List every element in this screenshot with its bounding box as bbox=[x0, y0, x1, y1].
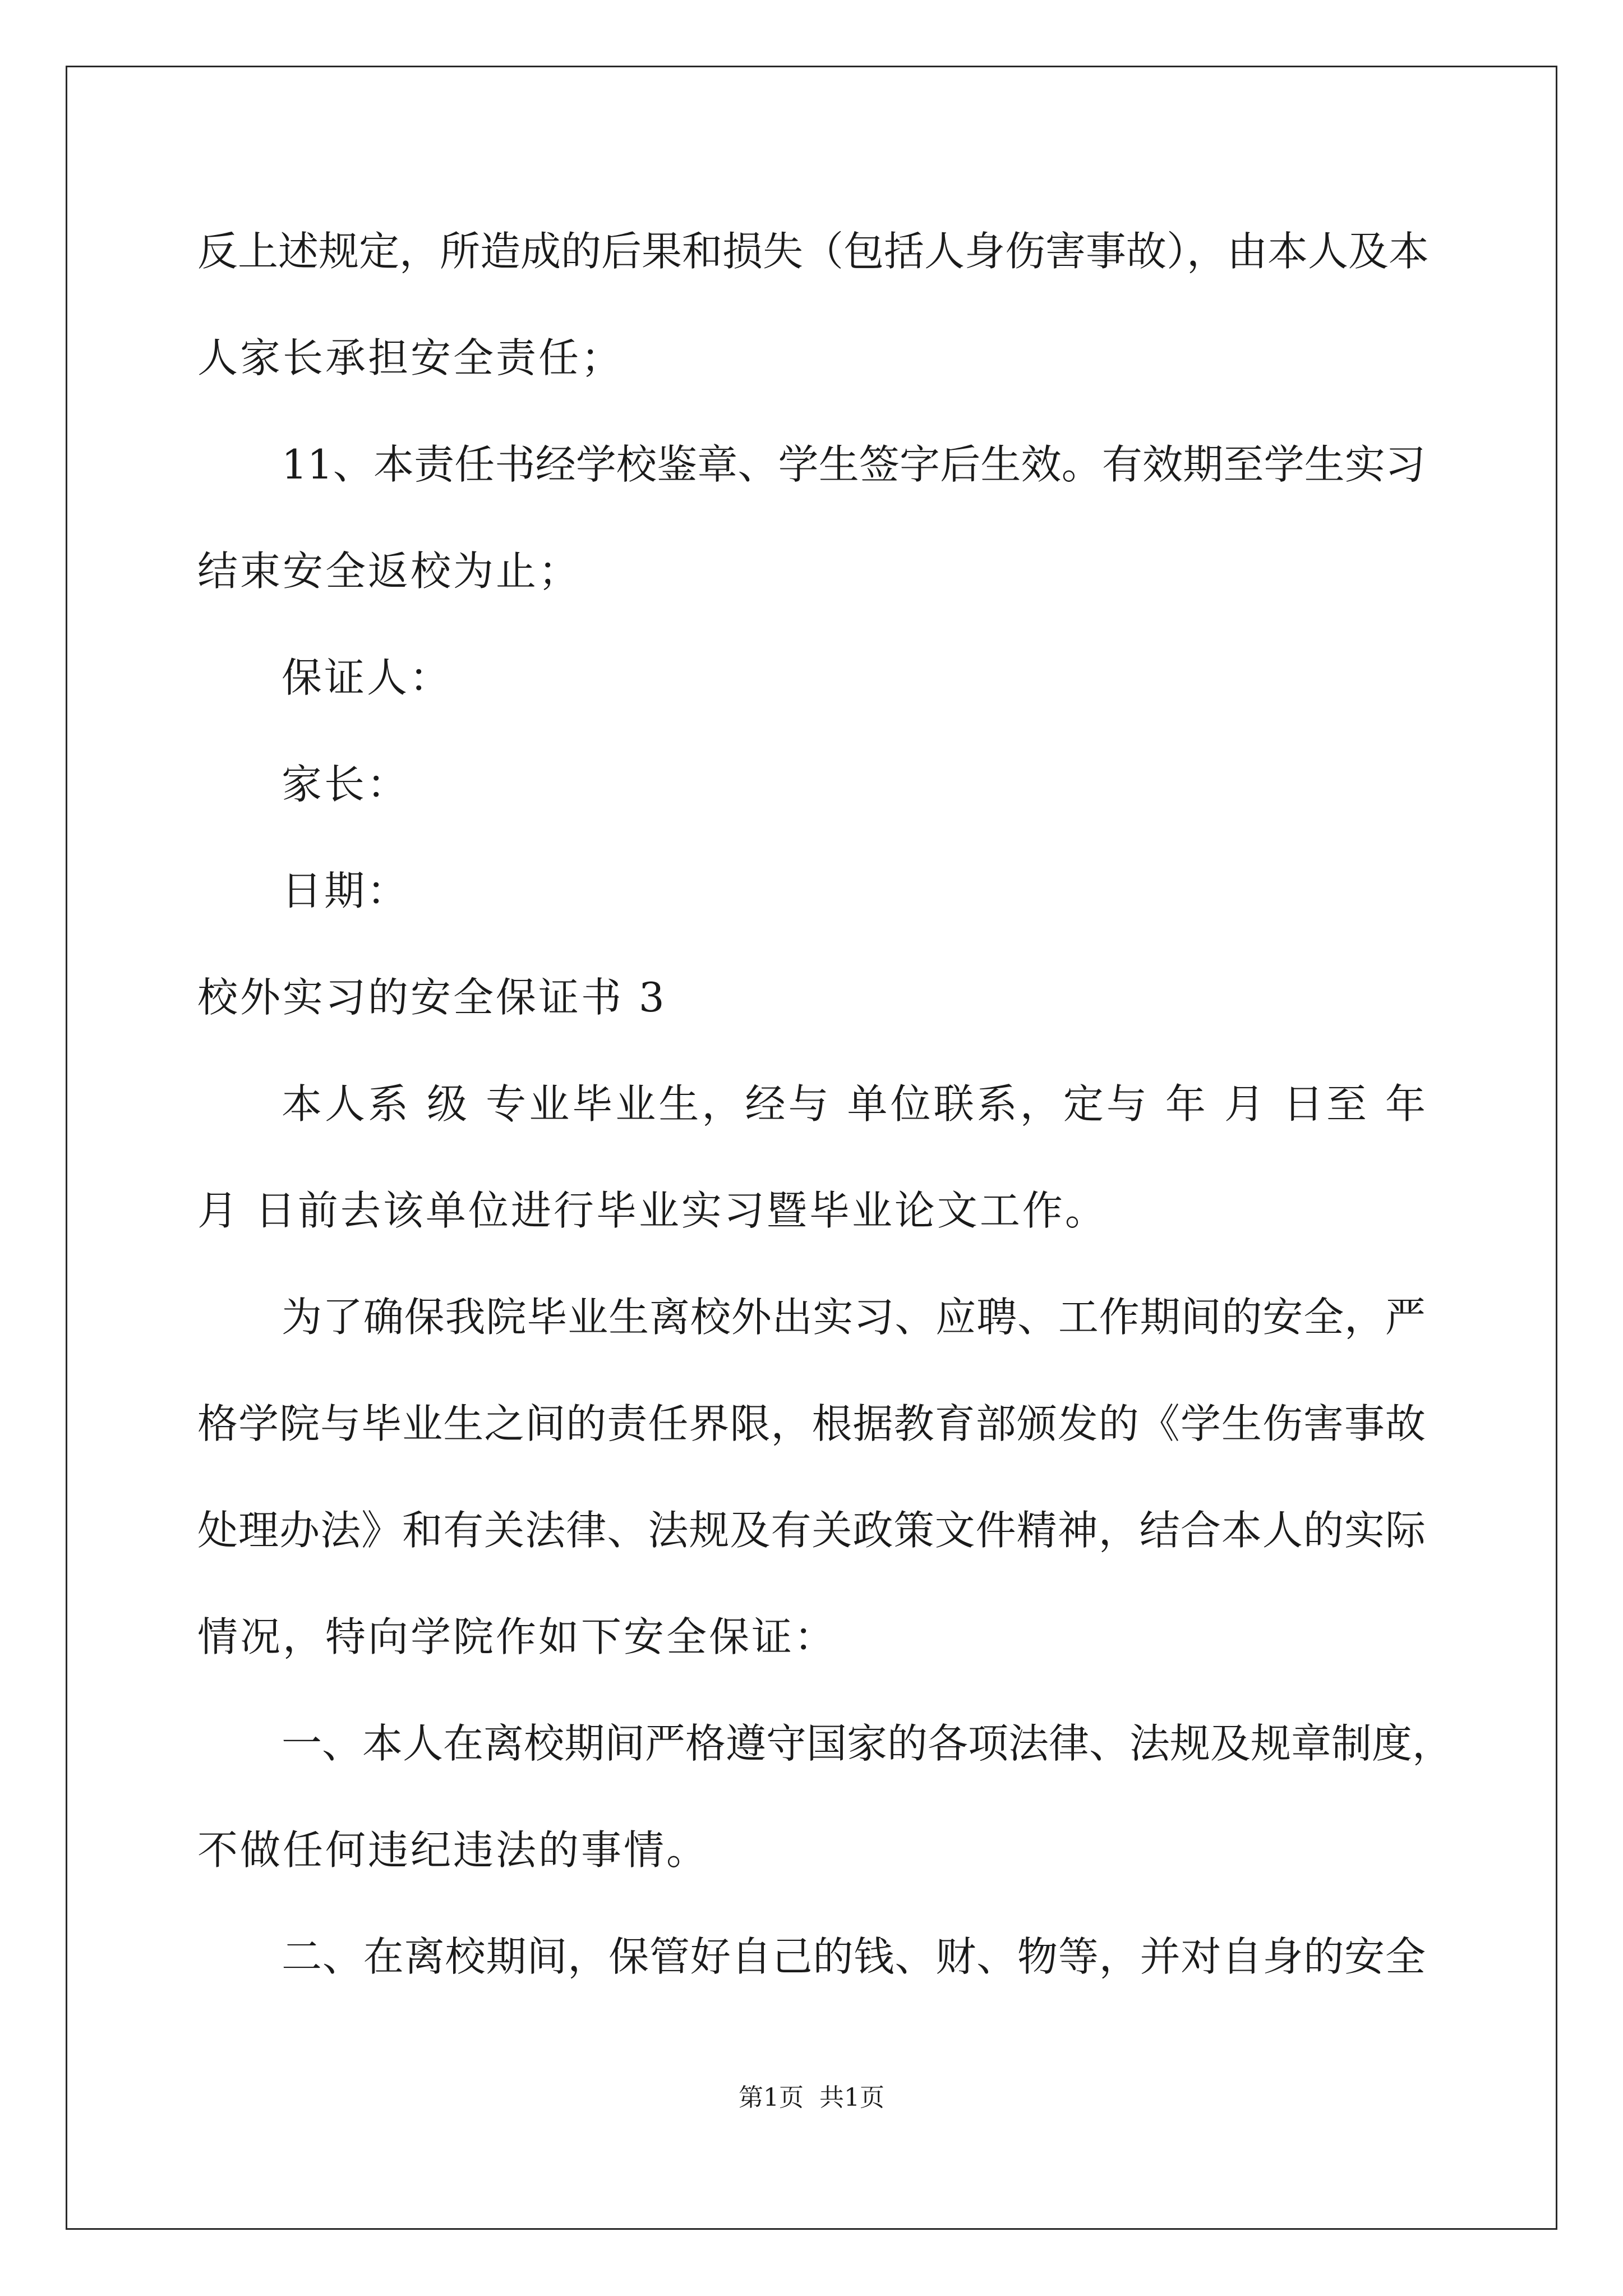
page-border bbox=[66, 66, 1557, 2230]
signature-parent: 家长： bbox=[282, 761, 410, 808]
page-footer: 第1页 共1页 bbox=[739, 2083, 884, 2112]
body-line-13: 处理办法》和有关法律、法规及有关政策文件精神，结合本人的实际 bbox=[197, 1507, 1426, 1554]
body-line-15: 一、本人在离校期间严格遵守国家的各项法律、法规及规章制度， bbox=[282, 1720, 1453, 1767]
body-line-17: 二、在离校期间，保管好自己的钱、财、物等，并对自身的安全 bbox=[282, 1933, 1426, 1980]
body-line-12: 格学院与毕业生之间的责任界限，根据教育部颁发的《学生伤害事故 bbox=[197, 1400, 1426, 1447]
body-line-16: 不做任何违纪违法的事情。 bbox=[197, 1826, 709, 1874]
body-line-3: 11、本责任书经学校鉴章、学生签字后生效。有效期至学生实习 bbox=[282, 441, 1426, 488]
body-line-2: 人家长承担安全责任； bbox=[197, 334, 624, 381]
signature-guarantor: 保证人： bbox=[282, 654, 453, 701]
body-line-14: 情况，特向学院作如下安全保证： bbox=[197, 1613, 837, 1660]
body-line-10: 月 日前去该单位进行毕业实习暨毕业论文工作。 bbox=[197, 1187, 1108, 1234]
signature-date: 日期： bbox=[282, 867, 410, 914]
body-line-4: 结束安全返校为止； bbox=[197, 547, 582, 595]
section-heading: 校外实习的安全保证书 3 bbox=[197, 974, 667, 1021]
body-line-1: 反上述规定，所造成的后果和损失（包括人身伤害事故），由本人及本 bbox=[197, 228, 1430, 275]
body-line-11: 为了确保我院毕业生离校外出实习、应聘、工作期间的安全，严 bbox=[282, 1294, 1426, 1341]
body-line-9: 本人系 级 专业毕业生，经与 单位联系，定与 年 月 日至 年 bbox=[282, 1080, 1426, 1128]
